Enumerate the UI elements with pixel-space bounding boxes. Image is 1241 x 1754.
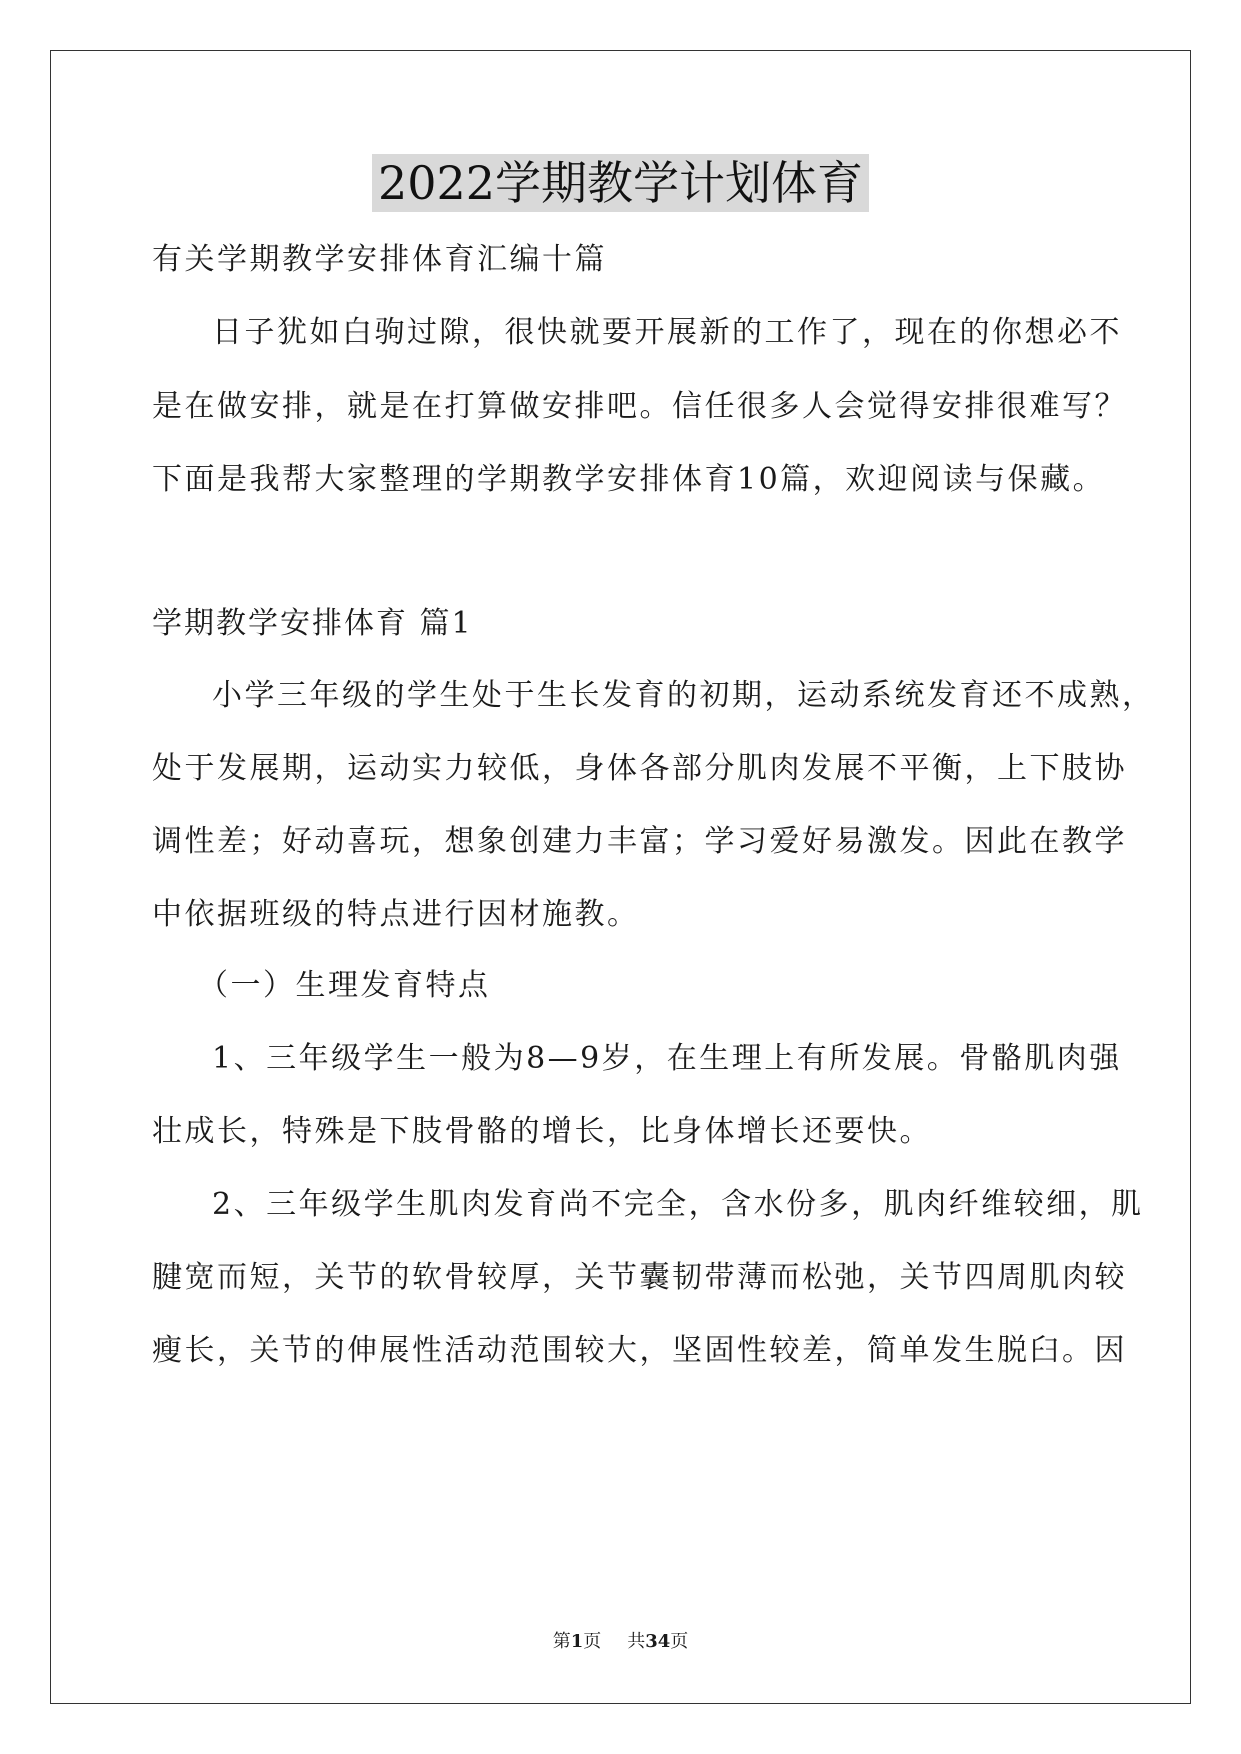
footer-page-prefix: 第	[552, 1631, 571, 1652]
intro-line-1: 日子犹如白驹过隙，很快就要开展新的工作了，现在的你想必不	[212, 315, 1122, 350]
footer-page-number: 1	[570, 1631, 584, 1652]
point1-line-1: 1、三年级学生一般为8—9岁，在生理上有所发展。骨骼肌肉强	[212, 1041, 1122, 1076]
intro-line-3: 下面是我帮大家整理的学期教学安排体育10篇，欢迎阅读与保藏。	[152, 462, 1106, 497]
footer-total-prefix: 共	[627, 1631, 646, 1652]
document-title	[0, 154, 1241, 212]
document-subtitle: 有关学期教学安排体育汇编十篇	[152, 242, 607, 277]
point2-line-2: 腱宽而短，关节的软骨较厚，关节囊韧带薄而松弛，关节四周肌肉较	[152, 1260, 1127, 1295]
paragraph1-line-2: 处于发展期，运动实力较低，身体各部分肌肉发展不平衡，上下肢协	[152, 751, 1127, 786]
footer-total-suffix: 页	[670, 1631, 689, 1652]
page-border	[50, 50, 1191, 1704]
subsection-heading: （一）生理发育特点	[198, 968, 491, 1003]
document-title-text: 2022学期教学计划体育	[372, 154, 869, 212]
page-footer	[0, 1630, 1241, 1654]
point2-line-1: 2、三年级学生肌肉发育尚不完全，含水份多，肌肉纤维较细，肌	[212, 1187, 1144, 1222]
footer-total-pages: 34	[645, 1631, 671, 1652]
paragraph1-line-3: 调性差；好动喜玩，想象创建力丰富；学习爱好易激发。因此在教学	[152, 824, 1127, 859]
footer-page-suffix: 页	[583, 1631, 602, 1652]
point2-line-3: 瘦长，关节的伸展性活动范围较大，坚固性较差，简单发生脱臼。因	[152, 1333, 1127, 1368]
paragraph1-line-4: 中依据班级的特点进行因材施教。	[152, 897, 640, 932]
point1-line-2: 壮成长，特殊是下肢骨骼的增长，比身体增长还要快。	[152, 1114, 932, 1149]
section-heading: 学期教学安排体育 篇1	[152, 606, 473, 641]
intro-line-2: 是在做安排，就是在打算做安排吧。信任很多人会觉得安排很难写？	[152, 389, 1127, 424]
paragraph1-line-1: 小学三年级的学生处于生长发育的初期，运动系统发育还不成熟，	[212, 678, 1155, 713]
